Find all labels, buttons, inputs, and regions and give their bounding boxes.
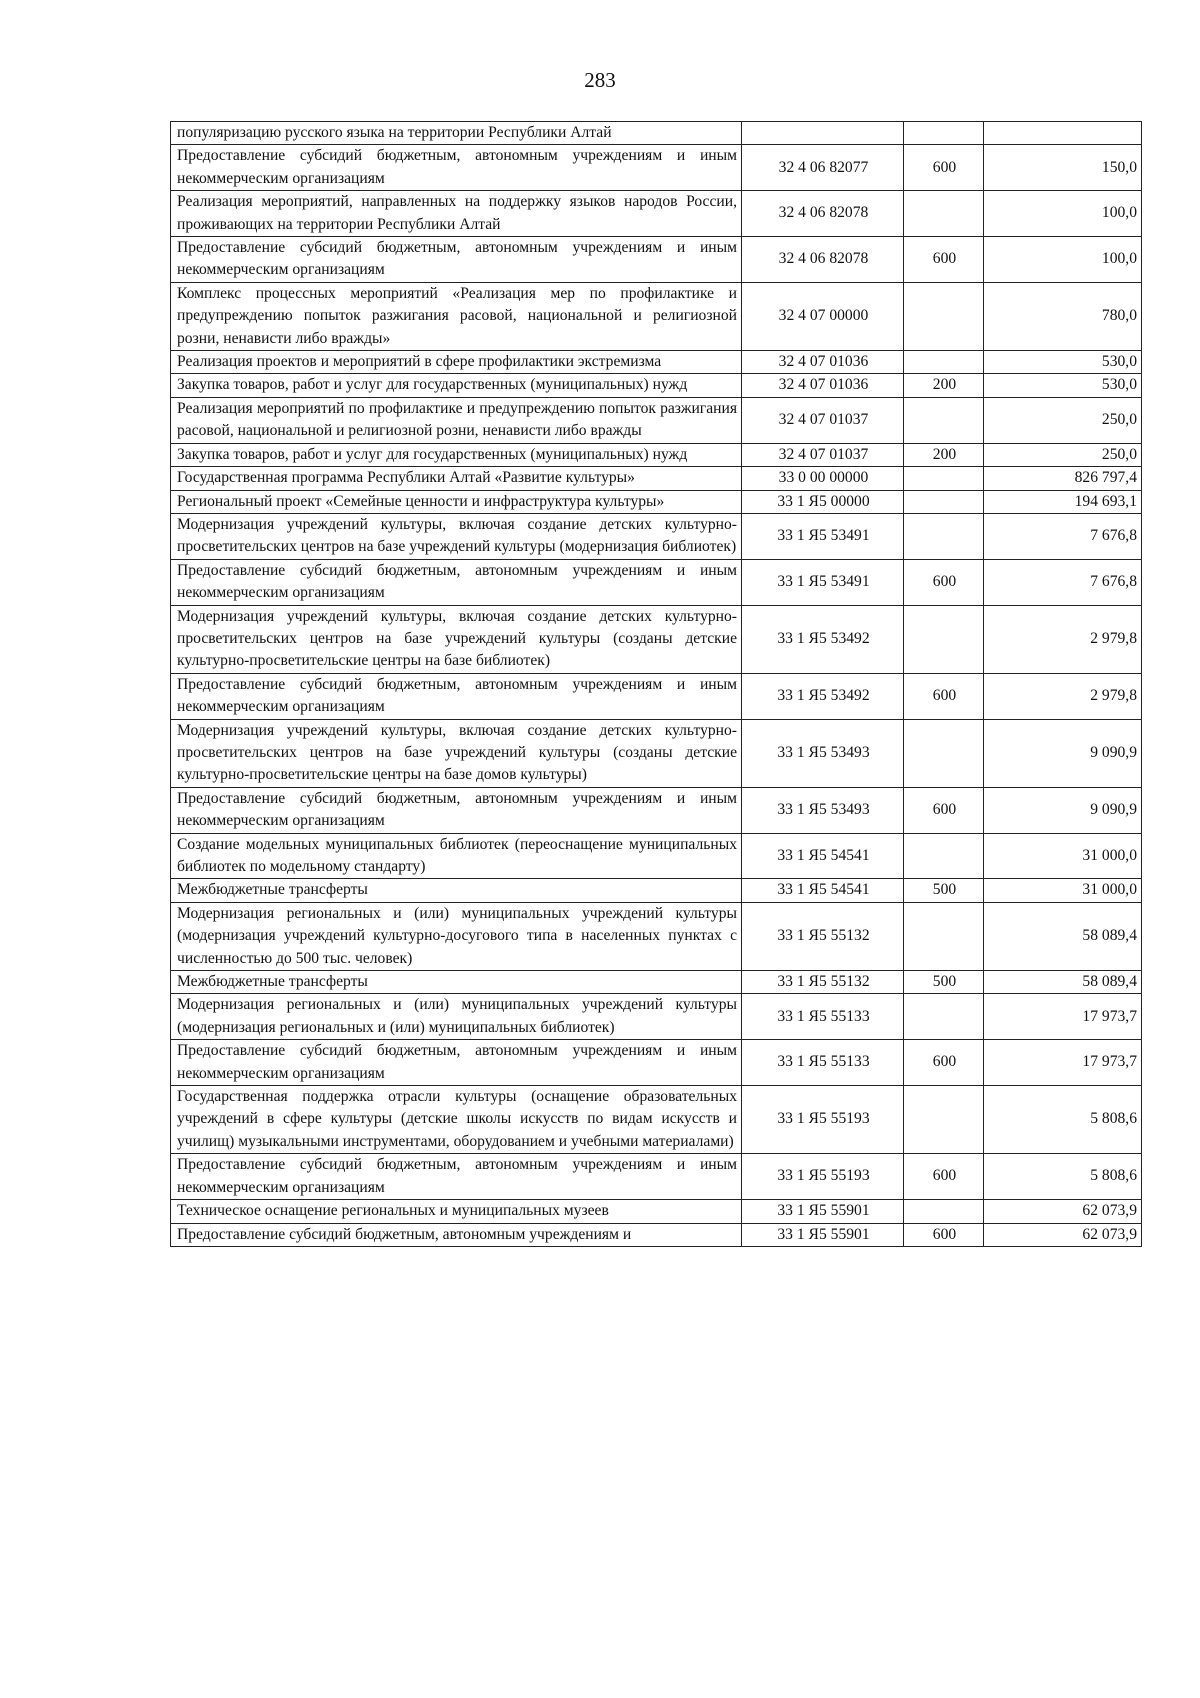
table-row bbox=[171, 673, 1142, 719]
row-name-cell: Межбюджетные трансферты bbox=[171, 879, 742, 902]
page-number: 283 bbox=[584, 68, 616, 92]
table-row bbox=[171, 787, 1142, 833]
row-name-cell: Государственная программа Республики Алтай «Развитие культуры» bbox=[171, 467, 742, 490]
row-amount-cell: 9 090,9 bbox=[984, 787, 1142, 833]
table-row bbox=[171, 374, 1142, 397]
table-row bbox=[171, 994, 1142, 1040]
row-name-cell: Реализация мероприятий, направленных на поддержку языков народов России, проживающих на территории Республики Алтай bbox=[171, 191, 742, 237]
row-amount-cell: 7 676,8 bbox=[984, 513, 1142, 559]
row-expense-type-cell bbox=[904, 1086, 984, 1154]
row-expense-type-cell bbox=[904, 122, 984, 145]
row-expense-type-cell: 600 bbox=[904, 787, 984, 833]
row-expense-type-cell bbox=[904, 605, 984, 673]
table-row bbox=[171, 122, 1142, 145]
row-name-cell: Предоставление субсидий бюджетным, автономным учреждениям и иным некоммерческим организациям bbox=[171, 673, 742, 719]
row-code-cell: 32 4 07 01036 bbox=[742, 374, 904, 397]
row-amount-cell: 194 693,1 bbox=[984, 490, 1142, 513]
row-code-cell: 33 1 Я5 55133 bbox=[742, 994, 904, 1040]
table-row bbox=[171, 1086, 1142, 1154]
table-row bbox=[171, 1040, 1142, 1086]
row-name-cell: популяризацию русского языка на территории Республики Алтай bbox=[171, 122, 742, 145]
row-name-cell: Техническое оснащение региональных и муниципальных музеев bbox=[171, 1200, 742, 1223]
row-code-cell: 33 1 Я5 53493 bbox=[742, 787, 904, 833]
row-name-cell: Закупка товаров, работ и услуг для государственных (муниципальных) нужд bbox=[171, 443, 742, 466]
row-amount-cell: 2 979,8 bbox=[984, 673, 1142, 719]
row-code-cell: 33 1 Я5 55901 bbox=[742, 1223, 904, 1246]
row-code-cell: 33 1 Я5 00000 bbox=[742, 490, 904, 513]
row-code-cell: 33 1 Я5 55132 bbox=[742, 971, 904, 994]
row-amount-cell: 5 808,6 bbox=[984, 1086, 1142, 1154]
table-row bbox=[171, 902, 1142, 970]
row-amount-cell: 530,0 bbox=[984, 374, 1142, 397]
table-row bbox=[171, 1223, 1142, 1246]
row-expense-type-cell: 600 bbox=[904, 559, 984, 605]
row-expense-type-cell bbox=[904, 994, 984, 1040]
row-name-cell: Межбюджетные трансферты bbox=[171, 971, 742, 994]
row-name-cell: Реализация мероприятий по профилактике и предупреждению попыток разжигания расовой, национальной и религиозной розни, ненависти либо вражды bbox=[171, 397, 742, 443]
row-name-cell: Комплекс процессных мероприятий «Реализация мер по профилактике и предупреждению попыток разжигания расовой, национальной и религиозной розни, ненависти либо вражды» bbox=[171, 282, 742, 350]
row-amount-cell: 826 797,4 bbox=[984, 467, 1142, 490]
row-amount-cell bbox=[984, 122, 1142, 145]
row-name-cell: Предоставление субсидий бюджетным, автономным учреждениям и иным некоммерческим организациям bbox=[171, 1154, 742, 1200]
row-amount-cell: 58 089,4 bbox=[984, 971, 1142, 994]
row-code-cell: 32 4 07 00000 bbox=[742, 282, 904, 350]
row-code-cell: 33 1 Я5 53491 bbox=[742, 513, 904, 559]
table-row bbox=[171, 605, 1142, 673]
row-expense-type-cell bbox=[904, 397, 984, 443]
row-code-cell: 32 4 06 82078 bbox=[742, 191, 904, 237]
row-code-cell: 33 1 Я5 53492 bbox=[742, 605, 904, 673]
row-expense-type-cell: 600 bbox=[904, 1040, 984, 1086]
row-amount-cell: 7 676,8 bbox=[984, 559, 1142, 605]
table-row bbox=[171, 237, 1142, 283]
row-name-cell: Предоставление субсидий бюджетным, автономным учреждениям и иным некоммерческим организациям bbox=[171, 1040, 742, 1086]
table-row bbox=[171, 145, 1142, 191]
row-amount-cell: 62 073,9 bbox=[984, 1200, 1142, 1223]
row-name-cell: Предоставление субсидий бюджетным, автономным учреждениям и bbox=[171, 1223, 742, 1246]
row-code-cell: 32 4 06 82077 bbox=[742, 145, 904, 191]
table-row bbox=[171, 559, 1142, 605]
table-row bbox=[171, 443, 1142, 466]
row-code-cell: 32 4 07 01036 bbox=[742, 351, 904, 374]
row-name-cell: Модернизация региональных и (или) муниципальных учреждений культуры (модернизация региональных и (или) муниципальных библиотек) bbox=[171, 994, 742, 1040]
row-name-cell: Создание модельных муниципальных библиотек (переоснащение муниципальных библиотек по модельному стандарту) bbox=[171, 833, 742, 879]
row-name-cell: Предоставление субсидий бюджетным, автономным учреждениям и иным некоммерческим организациям bbox=[171, 559, 742, 605]
row-code-cell: 33 1 Я5 55193 bbox=[742, 1154, 904, 1200]
row-name-cell: Закупка товаров, работ и услуг для государственных (муниципальных) нужд bbox=[171, 374, 742, 397]
row-expense-type-cell bbox=[904, 1200, 984, 1223]
row-expense-type-cell: 600 bbox=[904, 237, 984, 283]
row-amount-cell: 530,0 bbox=[984, 351, 1142, 374]
row-amount-cell: 100,0 bbox=[984, 191, 1142, 237]
row-name-cell: Модернизация учреждений культуры, включая создание детских культурно-просветительских центров на базе учреждений культуры (созданы детские культурно-просветительские центры на базе библиотек) bbox=[171, 605, 742, 673]
row-name-cell: Предоставление субсидий бюджетным, автономным учреждениям и иным некоммерческим организациям bbox=[171, 787, 742, 833]
row-expense-type-cell: 500 bbox=[904, 971, 984, 994]
row-expense-type-cell bbox=[904, 833, 984, 879]
row-code-cell: 32 4 07 01037 bbox=[742, 397, 904, 443]
row-expense-type-cell: 500 bbox=[904, 879, 984, 902]
row-amount-cell: 17 973,7 bbox=[984, 1040, 1142, 1086]
row-amount-cell: 250,0 bbox=[984, 397, 1142, 443]
table-row bbox=[171, 1200, 1142, 1223]
row-expense-type-cell: 600 bbox=[904, 673, 984, 719]
budget-table bbox=[170, 121, 1142, 1247]
row-code-cell: 33 1 Я5 55193 bbox=[742, 1086, 904, 1154]
row-code-cell bbox=[742, 122, 904, 145]
row-expense-type-cell bbox=[904, 719, 984, 787]
row-expense-type-cell bbox=[904, 191, 984, 237]
row-amount-cell: 17 973,7 bbox=[984, 994, 1142, 1040]
row-code-cell: 33 0 00 00000 bbox=[742, 467, 904, 490]
row-code-cell: 33 1 Я5 55901 bbox=[742, 1200, 904, 1223]
row-code-cell: 33 1 Я5 54541 bbox=[742, 833, 904, 879]
row-amount-cell: 100,0 bbox=[984, 237, 1142, 283]
row-amount-cell: 780,0 bbox=[984, 282, 1142, 350]
table-row bbox=[171, 833, 1142, 879]
row-expense-type-cell bbox=[904, 902, 984, 970]
row-code-cell: 33 1 Я5 53492 bbox=[742, 673, 904, 719]
row-amount-cell: 31 000,0 bbox=[984, 833, 1142, 879]
row-name-cell: Государственная поддержка отрасли культуры (оснащение образовательных учреждений в сфере культуры (детские школы искусств по видам искусств и училищ) музыкальными инструментами, оборудованием и учебными материалами) bbox=[171, 1086, 742, 1154]
row-name-cell: Модернизация учреждений культуры, включая создание детских культурно-просветительских центров на базе учреждений культуры (созданы детские культурно-просветительские центры на базе домов культуры) bbox=[171, 719, 742, 787]
row-code-cell: 33 1 Я5 55133 bbox=[742, 1040, 904, 1086]
row-name-cell: Модернизация региональных и (или) муниципальных учреждений культуры (модернизация учреждений культурно-досугового типа в населенных пунктах с численностью до 500 тыс. человек) bbox=[171, 902, 742, 970]
row-name-cell: Реализация проектов и мероприятий в сфере профилактики экстремизма bbox=[171, 351, 742, 374]
table-row bbox=[171, 467, 1142, 490]
row-amount-cell: 250,0 bbox=[984, 443, 1142, 466]
row-code-cell: 32 4 06 82078 bbox=[742, 237, 904, 283]
row-amount-cell: 2 979,8 bbox=[984, 605, 1142, 673]
row-amount-cell: 62 073,9 bbox=[984, 1223, 1142, 1246]
table-row bbox=[171, 282, 1142, 350]
row-amount-cell: 150,0 bbox=[984, 145, 1142, 191]
row-expense-type-cell: 600 bbox=[904, 145, 984, 191]
table-row bbox=[171, 513, 1142, 559]
table-row bbox=[171, 191, 1142, 237]
table-row bbox=[171, 397, 1142, 443]
row-expense-type-cell: 600 bbox=[904, 1223, 984, 1246]
row-expense-type-cell bbox=[904, 351, 984, 374]
row-code-cell: 33 1 Я5 55132 bbox=[742, 902, 904, 970]
table-row bbox=[171, 719, 1142, 787]
row-amount-cell: 31 000,0 bbox=[984, 879, 1142, 902]
row-expense-type-cell bbox=[904, 513, 984, 559]
row-name-cell: Региональный проект «Семейные ценности и инфраструктура культуры» bbox=[171, 490, 742, 513]
budget-table-body bbox=[171, 122, 1142, 1247]
table-row bbox=[171, 490, 1142, 513]
row-expense-type-cell bbox=[904, 467, 984, 490]
row-expense-type-cell: 200 bbox=[904, 374, 984, 397]
row-expense-type-cell bbox=[904, 282, 984, 350]
table-row bbox=[171, 971, 1142, 994]
row-expense-type-cell: 200 bbox=[904, 443, 984, 466]
table-row bbox=[171, 1154, 1142, 1200]
table-row bbox=[171, 879, 1142, 902]
row-code-cell: 33 1 Я5 53491 bbox=[742, 559, 904, 605]
row-amount-cell: 5 808,6 bbox=[984, 1154, 1142, 1200]
row-name-cell: Предоставление субсидий бюджетным, автономным учреждениям и иным некоммерческим организациям bbox=[171, 237, 742, 283]
row-amount-cell: 58 089,4 bbox=[984, 902, 1142, 970]
row-code-cell: 32 4 07 01037 bbox=[742, 443, 904, 466]
row-name-cell: Модернизация учреждений культуры, включая создание детских культурно-просветительских центров на базе учреждений культуры (модернизация библиотек) bbox=[171, 513, 742, 559]
row-expense-type-cell: 600 bbox=[904, 1154, 984, 1200]
row-amount-cell: 9 090,9 bbox=[984, 719, 1142, 787]
row-code-cell: 33 1 Я5 53493 bbox=[742, 719, 904, 787]
row-expense-type-cell bbox=[904, 490, 984, 513]
table-row bbox=[171, 351, 1142, 374]
row-name-cell: Предоставление субсидий бюджетным, автономным учреждениям и иным некоммерческим организациям bbox=[171, 145, 742, 191]
row-code-cell: 33 1 Я5 54541 bbox=[742, 879, 904, 902]
